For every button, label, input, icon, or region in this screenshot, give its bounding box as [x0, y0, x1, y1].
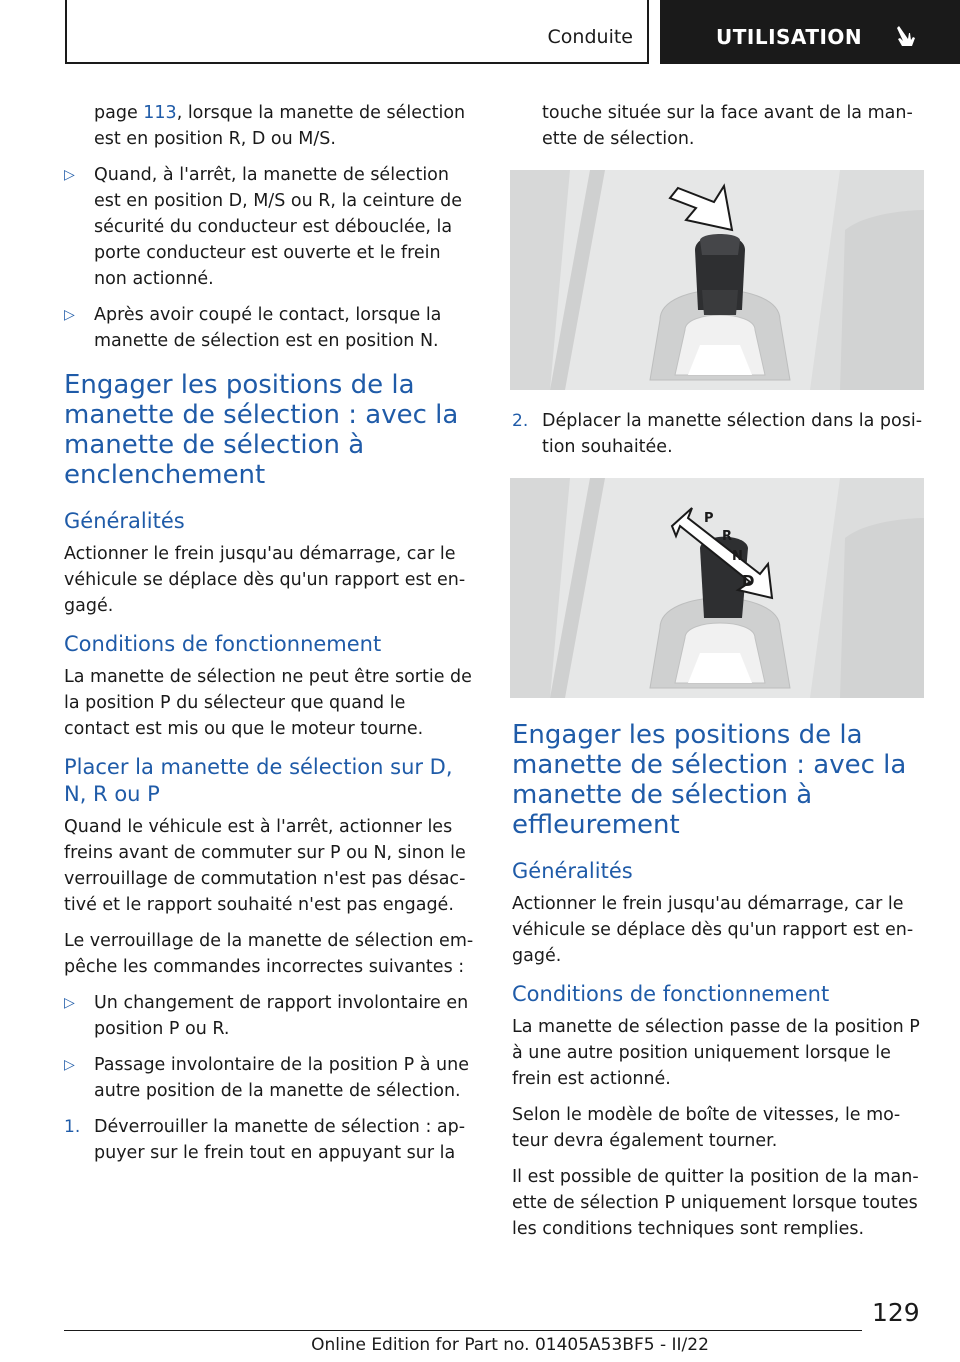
left-column: [64, 100, 476, 1176]
list-item: [64, 990, 476, 1042]
step-number: 2.: [512, 411, 529, 431]
subheading-conditions: Conditions de fonctionnement: [512, 982, 830, 1006]
conditions-paragraph-2: Selon le modèle de boîte de vitesses, le moteur devra également tourner.: [512, 1105, 901, 1151]
step-text: Déplacer la manette sélection dans la position souhaitée.: [542, 411, 923, 457]
list-item-text: Un changement de rapport involontaire en position P ou R.: [94, 993, 469, 1039]
gear-label-n: N: [732, 549, 743, 564]
list-item: [64, 162, 476, 292]
step1-continuation: touche située sur la face avant de la manette de sélection.: [542, 103, 913, 149]
footer-edition: Online Edition for Part no. 01405A53BF5 - II/22: [311, 1335, 709, 1355]
list-item: [64, 1052, 476, 1104]
conditions-paragraph-1: La manette de sélection passe de la position P à une autre position uniquement lorsque le frein est actionné.: [512, 1017, 920, 1089]
placer-paragraph-1: Quand le véhicule est à l'arrêt, actionner les freins avant de commuter sur P ou N, sinon le verrouillage de commutation n'est pas désactivé et le rapport souhaité n'est pas engagé.: [64, 817, 466, 915]
gear-label-p: P: [704, 511, 714, 526]
gear-selector-positions-figure: [510, 478, 924, 698]
header-chapter-title: UTILISATION: [716, 25, 863, 49]
right-column: [512, 100, 924, 1252]
page-link[interactable]: 113: [143, 103, 177, 123]
triangle-bullet-icon: ▷: [64, 1057, 75, 1073]
list-item: [64, 302, 476, 354]
triangle-bullet-icon: ▷: [64, 167, 75, 183]
placer-paragraph-2: Le verrouillage de la manette de sélection empêche les commandes incorrectes suivantes :: [64, 931, 474, 977]
conditions-paragraph-3: Il est possible de quitter la position de la manette de sélection P uniquement lorsque toutes les conditions techniques sont remplies.: [512, 1167, 919, 1239]
intro-text-end: , lorsque la manette de sélection est en position R, D ou M/S.: [94, 103, 466, 149]
step-item: [64, 1114, 476, 1166]
footer-divider: [64, 1330, 862, 1331]
step-number: 1.: [64, 1117, 81, 1137]
general-paragraph: Actionner le frein jusqu'au démarrage, car le véhicule se déplace dès qu'un rapport est engagé.: [512, 894, 914, 966]
header-section-title: Conduite: [547, 26, 633, 48]
section-heading: Engager les positions de la manette de sélection : avec la manette de sélection à effleurement: [512, 720, 907, 840]
subheading-general: Généralités: [64, 509, 185, 533]
triangle-bullet-icon: ▷: [64, 307, 75, 323]
step-item: [512, 408, 924, 460]
gear-label-d: D: [742, 572, 755, 590]
general-paragraph: Actionner le frein jusqu'au démarrage, car le véhicule se déplace dès qu'un rapport est engagé.: [64, 544, 466, 616]
conditions-paragraph: La manette de sélection ne peut être sortie de la position P du sélecteur que quand le contact est mis ou que le moteur tourne.: [64, 667, 472, 739]
hand-pointer-icon: [895, 24, 917, 52]
gear-label-r: R: [722, 529, 733, 544]
subheading-placer: Placer la manette de sélection sur D, N, R ou P: [64, 755, 453, 806]
list-item-text: Après avoir coupé le contact, lorsque la manette de sélection est en position N.: [94, 305, 442, 351]
list-item-text: Quand, à l'arrêt, la manette de sélection est en position D, M/S ou R, la ceinture de sécurité du conducteur est débouclée, la porte conducteur est ouverte et le frein non actionné.: [94, 165, 462, 289]
intro-text-start: page: [94, 103, 144, 123]
triangle-bullet-icon: ▷: [64, 995, 75, 1011]
list-item-text: Passage involontaire de la position P à une autre position de la manette de sélection.: [94, 1055, 469, 1101]
gear-selector-unlock-figure: [510, 170, 924, 390]
intro-paragraph: [64, 100, 476, 152]
subheading-general: Généralités: [512, 859, 633, 883]
section-heading: Engager les positions de la manette de sélection : avec la manette de sélection à enclenchement: [64, 370, 459, 490]
step-text: Déverrouiller la manette de sélection : appuyer sur le frein tout en appuyant sur la: [94, 1117, 466, 1163]
page-number: 129: [872, 1298, 920, 1327]
header-section-box: [65, 0, 649, 64]
subheading-conditions: Conditions de fonctionnement: [64, 632, 382, 656]
header-chapter-bar: [660, 0, 960, 64]
